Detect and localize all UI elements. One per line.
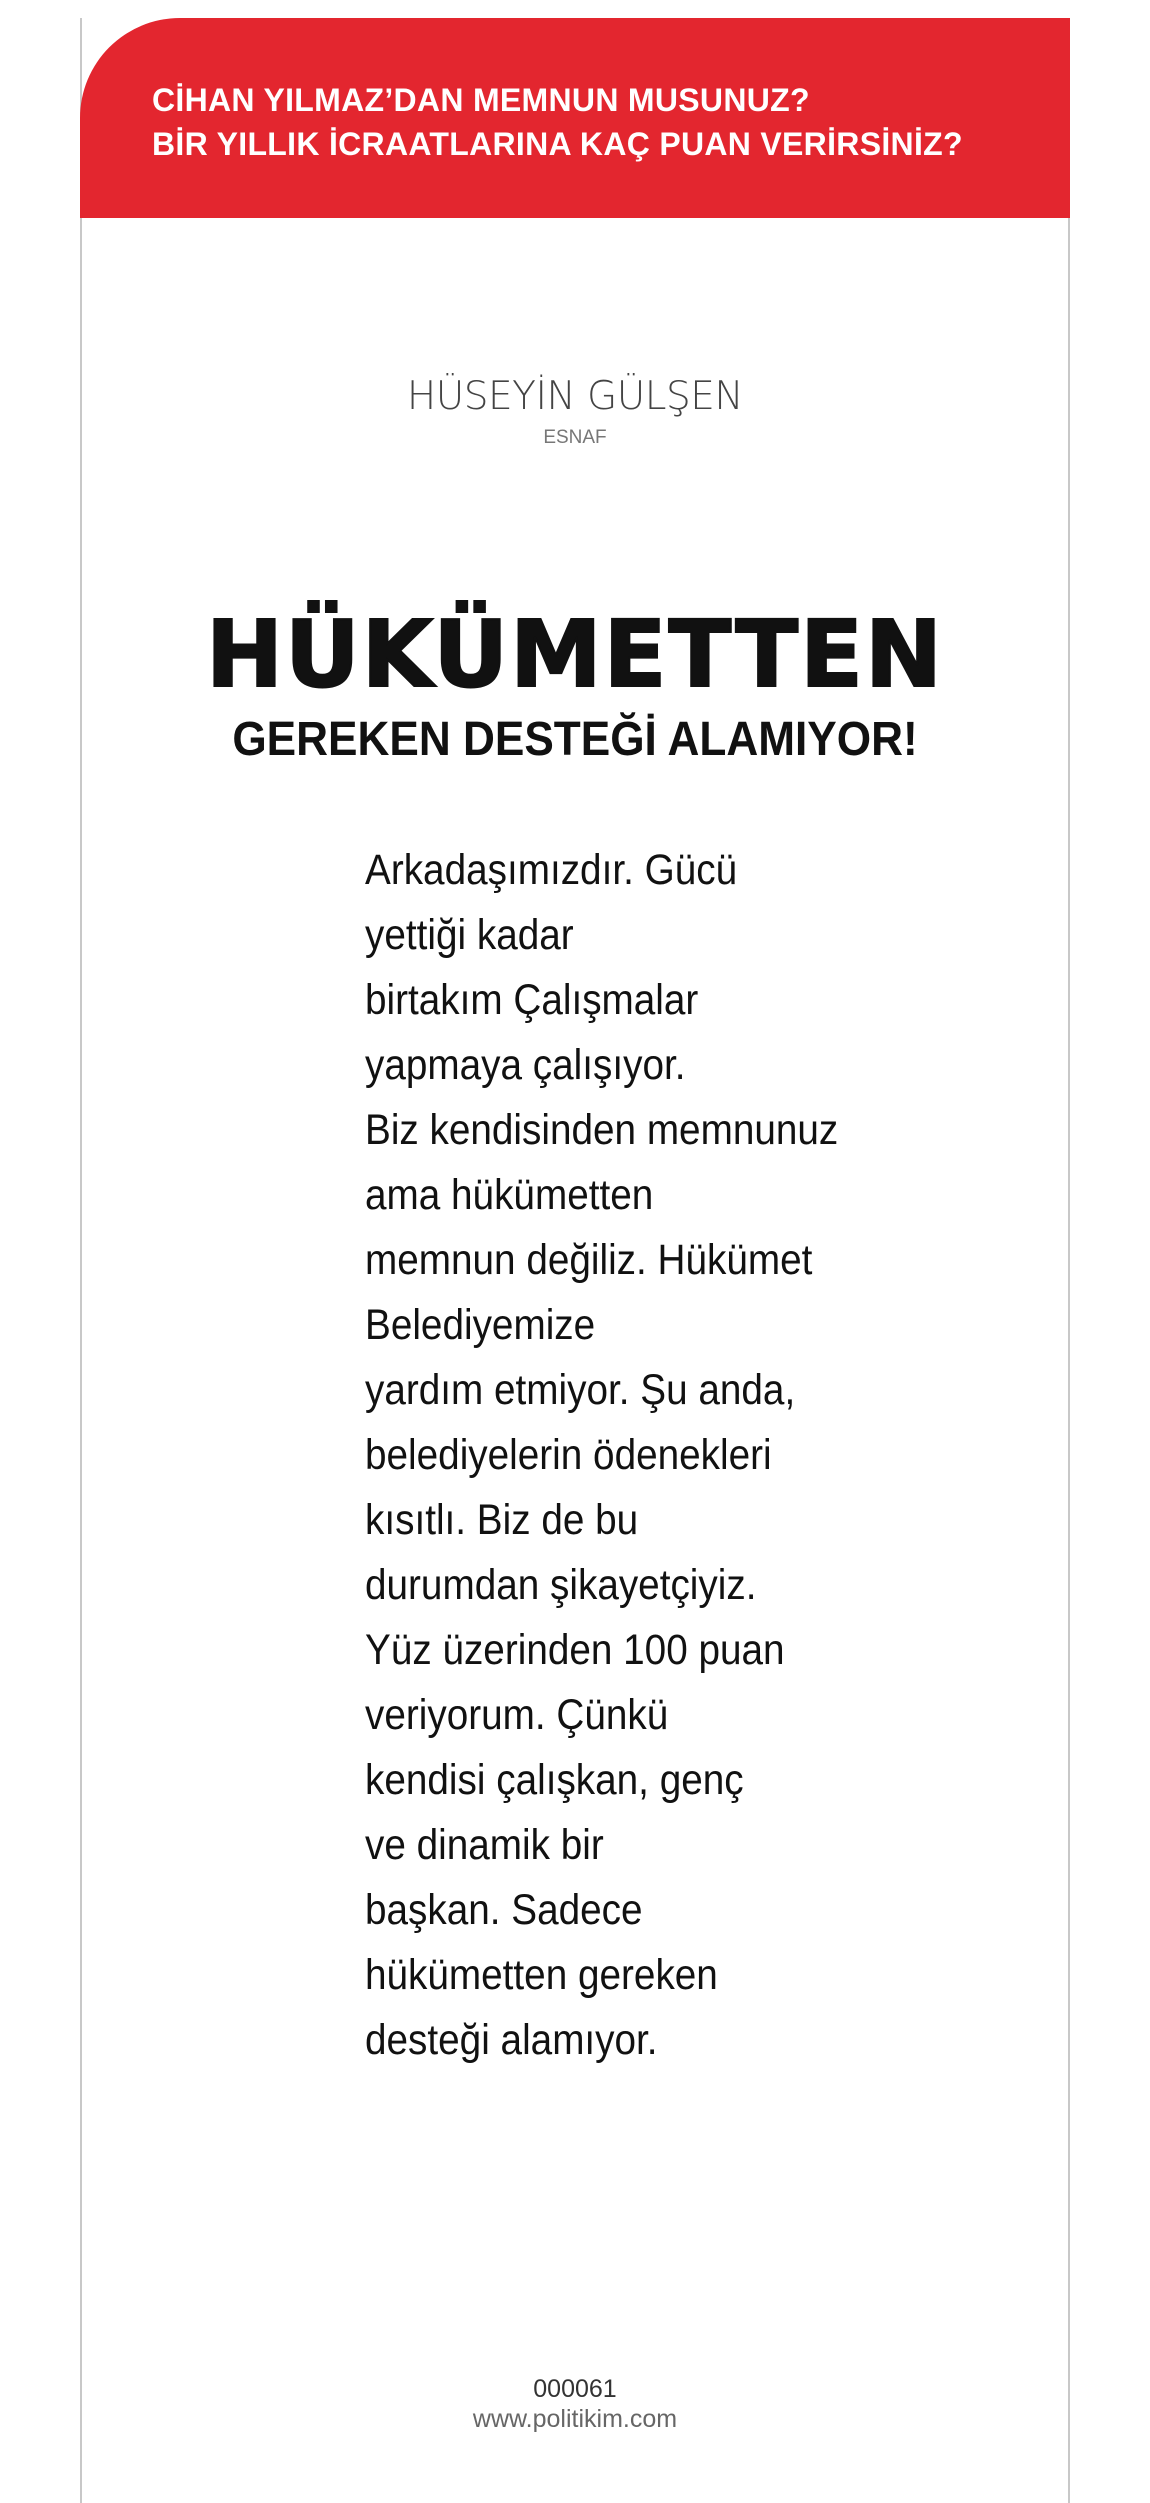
body-line: başkan. Sadece [365, 1886, 643, 1934]
body-line: yardım etmiyor. Şu anda, [365, 1366, 796, 1414]
person-role: ESNAF [543, 427, 607, 448]
person-block [80, 372, 1070, 450]
footer-block [80, 2374, 1070, 2434]
body-line: yapmaya çalışıyor. [365, 1041, 686, 1089]
headline-block [80, 600, 1070, 770]
person-name: HÜSEYİN GÜLŞEN [406, 374, 744, 419]
header-banner [80, 18, 1070, 218]
body-line: belediyelerin ödenekleri [365, 1431, 772, 1479]
body-line: kısıtlı. Biz de bu [365, 1496, 639, 1544]
body-line: Arkadaşımızdır. Gücü [365, 846, 738, 894]
body-line: hükümetten gereken [365, 1951, 718, 1999]
body-line: durumdan şikayetçiyiz. [365, 1561, 757, 1609]
body-line: birtakım Çalışmalar [365, 976, 699, 1024]
footer-site-link[interactable]: www.politikim.com [472, 2405, 678, 2433]
body-line: Biz kendisinden memnunuz [365, 1106, 839, 1154]
body-line: yettiği kadar [365, 911, 574, 959]
body-line: kendisi çalışkan, genç [365, 1756, 744, 1804]
body-line: memnun değiliz. Hükümet [365, 1236, 813, 1284]
body-line: ve dinamik bir [365, 1821, 604, 1869]
body-text [365, 838, 925, 2073]
body-line: Belediyemize [365, 1301, 596, 1349]
body-line: ama hükümetten [365, 1171, 654, 1219]
body-line: desteği alamıyor. [365, 2016, 658, 2064]
headline-sub: GEREKEN DESTEĞİ ALAMIYOR! [232, 713, 918, 766]
footer-code: 000061 [533, 2375, 617, 2403]
headline-main: HÜKÜMETTEN [206, 601, 944, 708]
header-question-line-1: CİHAN YILMAZ’DAN MEMNUN MUSUNUZ? [152, 82, 810, 118]
header-question-line-2: BİR YILLIK İCRAATLARINA KAÇ PUAN VERİRSİNİZ? [152, 126, 963, 162]
body-line: veriyorum. Çünkü [365, 1691, 669, 1739]
body-line: Yüz üzerinden 100 puan [365, 1626, 785, 1674]
